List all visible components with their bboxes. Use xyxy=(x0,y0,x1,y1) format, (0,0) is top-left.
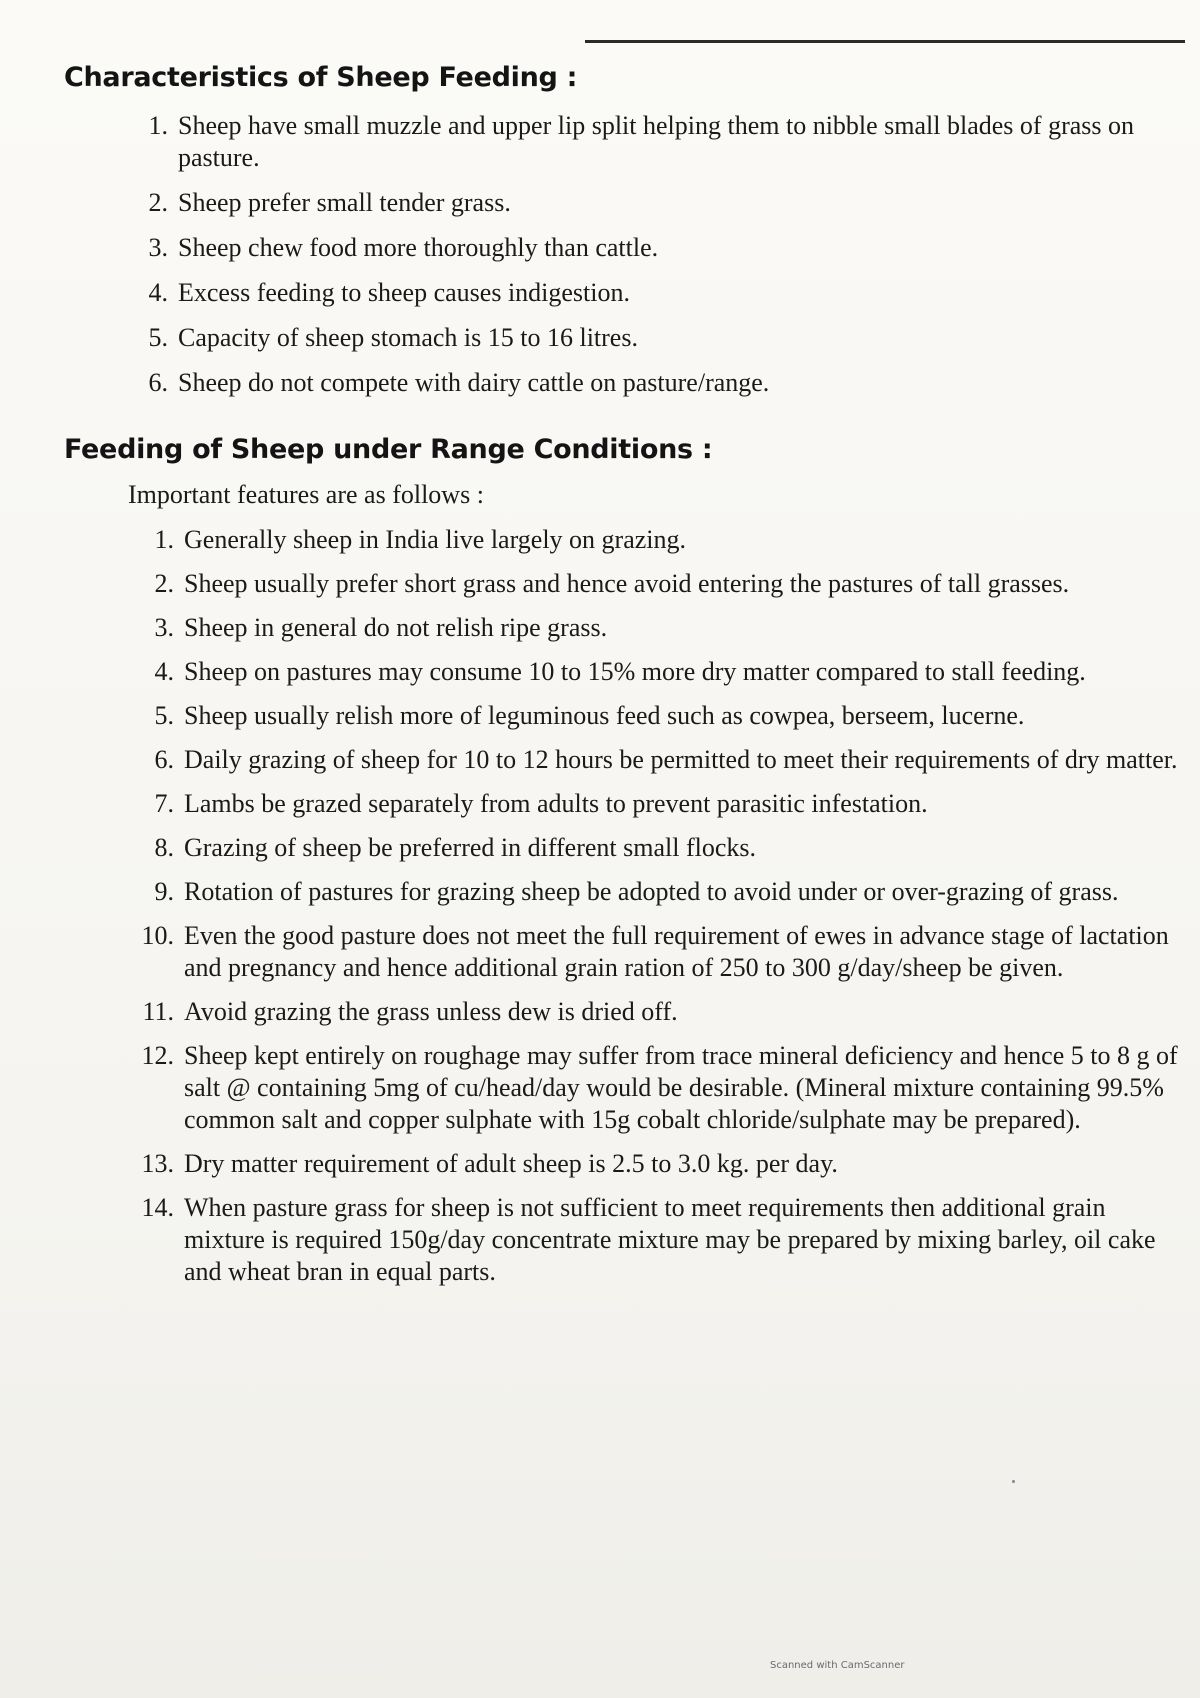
list-item xyxy=(130,788,1180,820)
item-number: 2. xyxy=(148,188,168,217)
list-item xyxy=(130,1040,1180,1136)
item-number: 11. xyxy=(142,997,174,1026)
list-item xyxy=(130,700,1180,732)
list-item xyxy=(130,568,1180,600)
list-item xyxy=(130,832,1180,864)
item-number: 13. xyxy=(141,1149,174,1178)
item-number: 4. xyxy=(148,278,168,307)
range-features-list xyxy=(130,524,1180,1300)
list-item xyxy=(130,996,1180,1028)
scan-speck xyxy=(1012,1480,1015,1483)
item-text: Sheep on pastures may consume 10 to 15% more dry matter compared to stall feeding. xyxy=(184,657,1086,686)
item-text: Sheep usually prefer short grass and hence avoid entering the pastures of tall grasses. xyxy=(184,569,1070,598)
scanner-watermark: Scanned with CamScanner xyxy=(770,1660,905,1671)
list-item xyxy=(130,656,1180,688)
characteristics-list xyxy=(130,110,1190,412)
item-text: Sheep in general do not relish ripe grass. xyxy=(184,613,608,642)
item-number: 14. xyxy=(141,1193,174,1222)
item-text: When pasture grass for sheep is not sufficient to meet requirements then additional grain mixture is required 150g/day concentrate mixture may be prepared by mixing barley, oil cake and wheat bran in equal parts. xyxy=(184,1193,1156,1286)
section-heading-characteristics: Characteristics of Sheep Feeding : xyxy=(64,62,578,93)
item-text: Capacity of sheep stomach is 15 to 16 litres. xyxy=(178,323,638,352)
item-text: Dry matter requirement of adult sheep is 2.5 to 3.0 kg. per day. xyxy=(184,1149,838,1178)
item-number: 12. xyxy=(141,1041,174,1070)
item-number: 6. xyxy=(154,745,174,774)
item-number: 3. xyxy=(148,233,168,262)
item-number: 1. xyxy=(148,111,168,140)
item-number: 9. xyxy=(154,877,174,906)
item-text: Sheep usually relish more of leguminous feed such as cowpea, berseem, lucerne. xyxy=(184,701,1025,730)
list-item xyxy=(130,876,1180,908)
item-text: Avoid grazing the grass unless dew is dried off. xyxy=(184,997,678,1026)
item-text: Excess feeding to sheep causes indigestion. xyxy=(178,278,630,307)
item-text: Sheep kept entirely on roughage may suffer from trace mineral deficiency and hence 5 to 8 g of salt @ containing 5mg of cu/head/day would be desirable. (Mineral mixture containing 99.5% common salt and copper sulphate with 15g cobalt chloride/sulphate may be prepared). xyxy=(184,1041,1178,1134)
list-item xyxy=(130,187,1190,219)
list-item xyxy=(130,1192,1180,1288)
item-number: 5. xyxy=(148,323,168,352)
item-number: 4. xyxy=(154,657,174,686)
list-item xyxy=(130,1148,1180,1180)
list-item xyxy=(130,367,1190,399)
list-item xyxy=(130,277,1190,309)
item-text: Grazing of sheep be preferred in different small flocks. xyxy=(184,833,757,862)
item-number: 8. xyxy=(154,833,174,862)
item-number: 2. xyxy=(154,569,174,598)
list-item xyxy=(130,524,1180,556)
item-text: Rotation of pastures for grazing sheep be adopted to avoid under or over-grazing of grass. xyxy=(184,877,1119,906)
list-item xyxy=(130,744,1180,776)
list-item xyxy=(130,612,1180,644)
item-text: Sheep have small muzzle and upper lip split helping them to nibble small blades of grass on pasture. xyxy=(178,111,1135,172)
item-text: Even the good pasture does not meet the full requirement of ewes in advance stage of lactation and pregnancy and hence additional grain ration of 250 to 300 g/day/sheep be given. xyxy=(184,921,1169,982)
item-number: 5. xyxy=(154,701,174,730)
item-text: Sheep chew food more thoroughly than cattle. xyxy=(178,233,659,262)
list-item xyxy=(130,232,1190,264)
item-number: 3. xyxy=(154,613,174,642)
item-text: Sheep do not compete with dairy cattle on pasture/range. xyxy=(178,368,770,397)
section-heading-range-conditions: Feeding of Sheep under Range Conditions : xyxy=(64,434,713,465)
item-number: 1. xyxy=(154,525,174,554)
top-rule xyxy=(585,40,1185,43)
item-text: Sheep prefer small tender grass. xyxy=(178,188,511,217)
item-text: Daily grazing of sheep for 10 to 12 hours be permitted to meet their requirements of dry matter. xyxy=(184,745,1178,774)
section-intro: Important features are as follows : xyxy=(128,480,484,509)
list-item xyxy=(130,110,1190,174)
item-text: Generally sheep in India live largely on grazing. xyxy=(184,525,687,554)
list-item xyxy=(130,920,1180,984)
list-item xyxy=(130,322,1190,354)
item-text: Lambs be grazed separately from adults to prevent parasitic infestation. xyxy=(184,789,928,818)
item-number: 6. xyxy=(148,368,168,397)
item-number: 7. xyxy=(154,789,174,818)
item-number: 10. xyxy=(141,921,174,950)
